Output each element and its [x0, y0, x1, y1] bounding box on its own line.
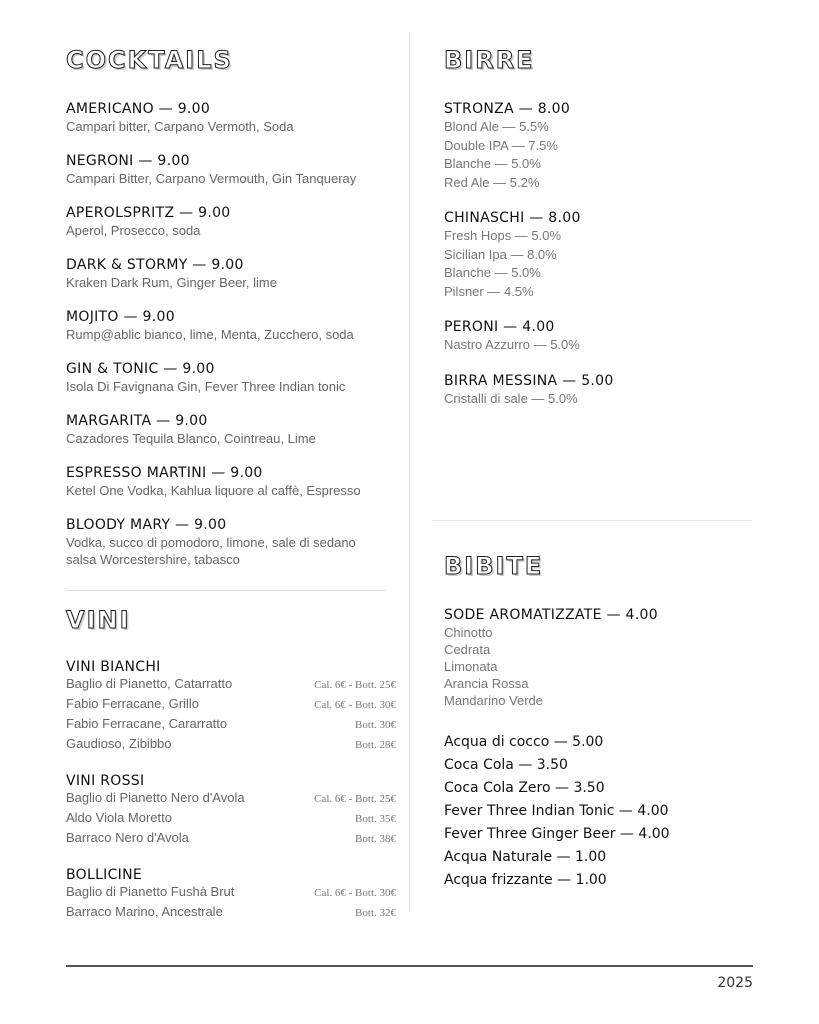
wine-row	[66, 790, 396, 810]
beer-variant: Red Ale — 5.2%	[444, 174, 540, 190]
cocktail-title: GIN & TONIC — 9.00	[66, 361, 215, 377]
cocktail-item	[66, 464, 396, 499]
beer-title: BIRRA MESSINA — 5.00	[444, 372, 614, 389]
cocktail-list	[66, 100, 396, 568]
wine-name: Barraco Marino, Ancestrale	[66, 904, 223, 919]
wine-name: Baglio di Pianetto Fushà Brut	[66, 884, 235, 899]
wine-price: Bott. 28€	[355, 739, 396, 751]
wine-name: Baglio di Pianetto, Catarratto	[66, 676, 233, 691]
bibite-heading: BIBITE	[444, 552, 544, 580]
cocktail-item	[66, 516, 396, 568]
cocktail-desc: Aperol, Prosecco, soda	[66, 223, 201, 238]
cocktail-title: AMERICANO — 9.00	[66, 101, 211, 117]
beer-item	[444, 209, 764, 301]
wine-row	[66, 696, 396, 716]
beer-item	[444, 372, 764, 409]
cocktail-desc: Rump@ablic bianco, lime, Menta, Zucchero, soda	[66, 327, 354, 342]
wine-row	[66, 736, 396, 756]
cocktail-item	[66, 100, 396, 135]
drink-item: Acqua di cocco — 5.00	[444, 734, 604, 750]
wine-name: Gaudioso, Zibibbo	[66, 736, 172, 751]
beer-variant: Blanche — 5.0%	[444, 156, 541, 171]
cocktail-desc: Cazadores Tequila Blanco, Cointreau, Lime	[66, 431, 316, 446]
wine-price: Cal. 6€ - Bott. 30€	[314, 699, 396, 711]
cocktail-item	[66, 204, 396, 239]
bibite-section	[444, 552, 764, 892]
beer-variant: Blanche — 5.0%	[444, 265, 541, 280]
sode-flavor: Limonata	[444, 659, 498, 674]
cocktail-desc: Campari Bitter, Carpano Vermouth, Gin Tanqueray	[66, 171, 357, 186]
footer-year: 2025	[717, 975, 753, 991]
cocktail-item	[66, 360, 396, 395]
cocktail-title: ESPRESSO MARTINI — 9.00	[66, 465, 263, 481]
drink-item: Coca Cola — 3.50	[444, 757, 568, 773]
cocktail-desc: Ketel One Vodka, Kahlua liquore al caffè, Espresso	[66, 483, 361, 498]
cocktail-item	[66, 152, 396, 187]
cocktail-desc: Isola Di Favignana Gin, Fever Three Indian tonic	[66, 379, 346, 394]
wine-price: Bott. 30€	[355, 719, 396, 731]
birre-section	[444, 46, 764, 425]
cocktail-desc: Campari bitter, Carpano Vermoth, Soda	[66, 119, 294, 134]
beer-variant: Cristalli di sale — 5.0%	[444, 390, 578, 406]
wine-row	[66, 884, 396, 904]
wine-price: Bott. 38€	[355, 833, 396, 845]
wine-row	[66, 676, 396, 696]
wine-row	[66, 830, 396, 850]
beer-title: STRONZA — 8.00	[444, 101, 571, 117]
wine-group	[66, 658, 396, 756]
cocktail-item	[66, 308, 396, 343]
sode-flavor: Mandarino Verde	[444, 693, 544, 708]
cocktail-title: DARK & STORMY — 9.00	[66, 257, 244, 273]
beer-variant: Double IPA — 7.5%	[444, 137, 558, 153]
birre-bibite-divider	[432, 520, 752, 521]
wine-group-title: BOLLICINE	[66, 867, 143, 883]
cocktails-section	[66, 46, 396, 585]
wine-group-title: VINI BIANCHI	[66, 659, 161, 675]
wine-price: Bott. 35€	[355, 813, 396, 825]
cocktails-heading: COCKTAILS	[66, 46, 233, 74]
beer-title: PERONI — 4.00	[444, 319, 555, 335]
footer-rule	[66, 965, 753, 967]
wine-name: Baglio di Pianetto Nero d'Avola	[66, 790, 245, 805]
cocktail-item	[66, 256, 396, 291]
cocktail-title: BLOODY MARY — 9.00	[66, 517, 227, 533]
beer-variant: Blond Ale — 5.5%	[444, 119, 549, 134]
drink-item: Acqua Naturale — 1.00	[444, 849, 607, 865]
beer-variant: Nastro Azzurro — 5.0%	[444, 337, 580, 352]
cocktails-vini-divider	[66, 590, 386, 591]
beer-variant: Fresh Hops — 5.0%	[444, 228, 562, 243]
beer-variant: Pilsner — 4.5%	[444, 283, 534, 299]
beer-variant: Sicilian Ipa — 8.0%	[444, 246, 557, 262]
wine-name: Fabio Ferracane, Cararratto	[66, 716, 228, 731]
drink-item: Fever Three Indian Tonic — 4.00	[444, 803, 669, 819]
cocktail-title: APEROLSPRITZ — 9.00	[66, 205, 231, 221]
drink-item: Acqua frizzante — 1.00	[444, 872, 607, 888]
cocktail-title: MARGARITA — 9.00	[66, 413, 208, 429]
column-divider	[409, 32, 410, 912]
cocktail-item	[66, 412, 396, 447]
wine-price: Bott. 32€	[355, 907, 396, 919]
cocktail-title: NEGRONI — 9.00	[66, 153, 190, 169]
wine-group-title: VINI ROSSI	[66, 773, 145, 789]
sode-title: SODE AROMATIZZATE — 4.00	[444, 607, 658, 623]
cocktail-desc: Vodka, succo di pomodoro, limone, sale di sedano salsa Worcestershire, tabasco	[66, 535, 356, 567]
wine-name: Barraco Nero d'Avola	[66, 830, 189, 845]
vini-heading: VINI	[66, 606, 131, 634]
cocktail-title: MOJITO — 9.00	[66, 309, 175, 325]
wine-price: Cal. 6€ - Bott. 25€	[314, 793, 396, 805]
wine-row	[66, 716, 396, 736]
wine-group	[66, 772, 396, 850]
beer-title: CHINASCHI — 8.00	[444, 210, 581, 226]
wine-name: Aldo Viola Moretto	[66, 810, 172, 825]
wine-row	[66, 810, 396, 830]
wine-price: Cal. 6€ - Bott. 25€	[314, 679, 396, 691]
sode-block	[444, 606, 764, 709]
wine-group	[66, 866, 396, 924]
beer-item	[444, 318, 764, 355]
drink-list	[444, 731, 764, 892]
birre-heading: BIRRE	[444, 46, 535, 74]
drink-item: Coca Cola Zero — 3.50	[444, 780, 605, 796]
wine-name: Fabio Ferracane, Grillo	[66, 696, 199, 711]
sode-flavor: Chinotto	[444, 625, 493, 640]
beer-item	[444, 100, 764, 192]
wine-price: Cal. 6€ - Bott. 30€	[314, 887, 396, 899]
sode-flavor: Cedrata	[444, 642, 491, 657]
wine-row	[66, 904, 396, 924]
sode-flavor: Arancia Rossa	[444, 676, 529, 691]
cocktail-desc: Kraken Dark Rum, Ginger Beer, lime	[66, 275, 277, 290]
drink-item: Fever Three Ginger Beer — 4.00	[444, 826, 670, 842]
vini-section	[66, 606, 396, 924]
